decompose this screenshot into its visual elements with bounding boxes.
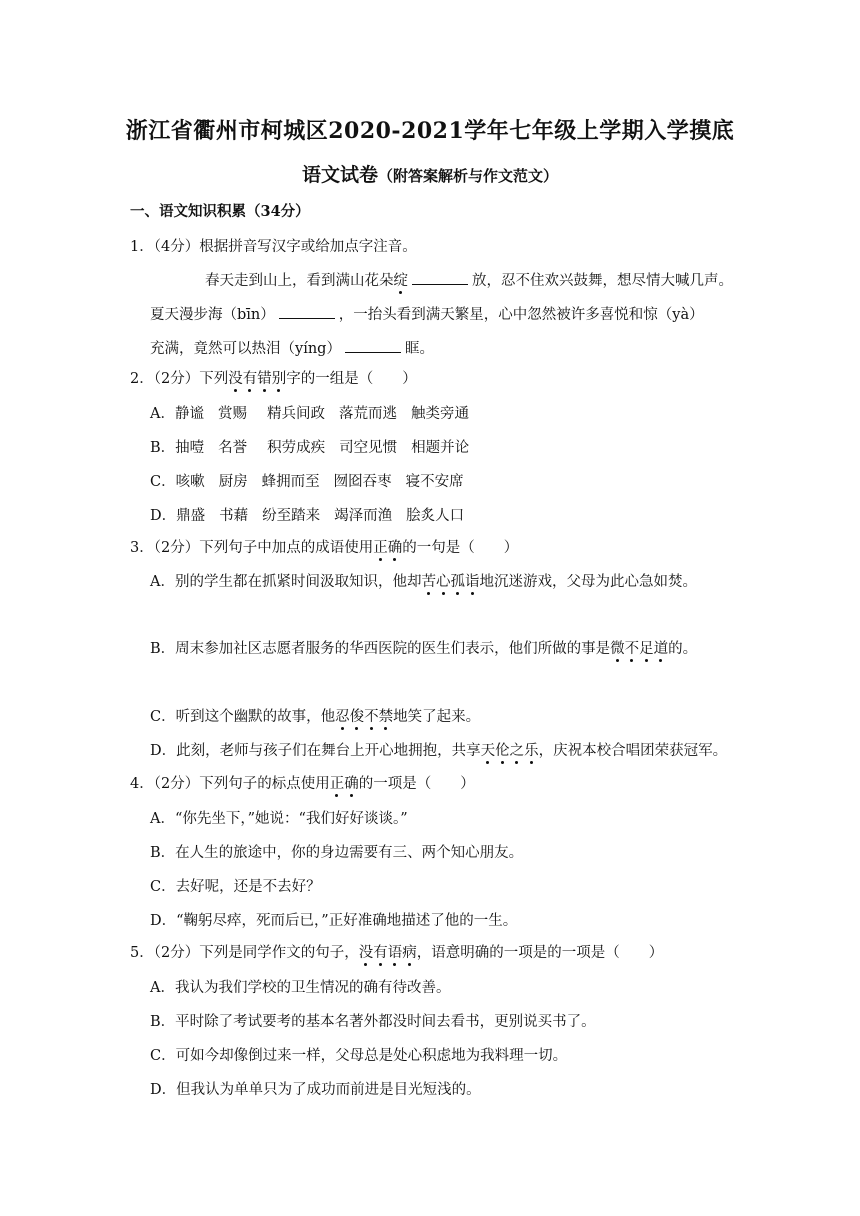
q2-option-b [150, 438, 469, 458]
q1-line1 [205, 270, 733, 291]
text: C．听到这个幽默的故事，他 [150, 709, 336, 725]
text: B．周末参加社区志愿者服务的华西医院的医生们表示，他们所做的事是 [150, 641, 611, 657]
dotted-char: 不 [624, 641, 640, 657]
text: 2．（2分）下列 [130, 371, 229, 387]
q5-option-b: B．平时除了考试要考的基本名著外都没时间去看书，更别说买书了。 [150, 1014, 596, 1030]
q5-option-c: C．可如今却像倒过来一样，父母总是处心积虑地为我料理一切。 [150, 1048, 568, 1064]
q1-line3 [150, 338, 434, 359]
dotted-char: 孤 [450, 574, 465, 590]
dotted-char: 禁 [378, 709, 394, 725]
text: 的一项是（ ） [358, 776, 475, 792]
q4-option-d: D．“鞠躬尽瘁，死而后已，”正好准确地描述了他的一生。 [150, 913, 518, 929]
dotted-char: 没 [358, 945, 374, 961]
q3-stem [130, 538, 518, 558]
text: 5．（2分）下列是同学作文的句子， [130, 945, 359, 961]
text: 竭泽而渔 [334, 508, 393, 524]
q1-stem: 1．（4分）根据拼音写汉字或给加点字注音。 [130, 239, 417, 255]
dotted-char: 心 [435, 574, 451, 590]
text: 积劳成疾 [267, 440, 326, 456]
text: 放，忍不住欢兴鼓舞，想尽情大喊几声。 [472, 273, 733, 289]
text: 充满，竟然可以热泪（yíng） [150, 341, 341, 357]
text: B．抽噎 [150, 440, 205, 456]
q5-option-a: A．我认为我们学校的卫生情况的确有待改善。 [150, 980, 451, 996]
q5-stem [130, 943, 663, 963]
text: C．咳嗽 [150, 474, 205, 490]
dotted-char: 正 [373, 540, 388, 556]
dotted-char: 乐 [524, 743, 539, 759]
text: ，庆祝本校合唱团荣获冠军。 [538, 743, 728, 759]
answer-blank[interactable] [345, 338, 401, 353]
q1-line2 [150, 304, 704, 325]
dotted-char: 确 [387, 540, 403, 556]
q3-option-b [150, 639, 697, 659]
text: 赏赐 [217, 406, 247, 422]
text: 蜂拥而至 [261, 474, 320, 490]
dotted-char: 语 [387, 945, 403, 961]
text: ，一抬头看到满天繁星，心中忽然被许多喜悦和惊（yà） [338, 307, 704, 323]
text: 字的一组是（ ） [286, 371, 417, 387]
dotted-char: 苦 [421, 574, 436, 590]
q2-stem [130, 369, 417, 389]
text: D．鼎盛 [150, 508, 206, 524]
text: A．别的学生都在抓紧时间汲取知识，他却 [150, 574, 422, 590]
dotted-char: 绽 [393, 273, 408, 289]
answer-blank[interactable] [412, 270, 468, 285]
q3-option-d [150, 741, 727, 761]
dotted-char: 伦 [495, 743, 510, 759]
text: 精兵间政 [266, 406, 325, 422]
dotted-char: 足 [639, 641, 654, 657]
text: 触类旁通 [410, 406, 469, 422]
text: 的。 [668, 641, 698, 657]
dotted-char: 病 [402, 945, 417, 961]
text: ，语意明确的一项是的一项是（ ） [416, 945, 664, 961]
text: 书藉 [219, 508, 249, 524]
q2-option-d [150, 506, 464, 526]
text: 厨房 [218, 474, 248, 490]
dotted-char: 之 [509, 743, 525, 759]
dotted-char: 有 [242, 371, 258, 387]
text: 地笑了起来。 [393, 709, 481, 725]
dotted-char: 不 [364, 709, 379, 725]
dotted-char: 诣 [464, 574, 480, 590]
text: 春天走到山上，看到满山花朵 [205, 273, 394, 289]
dotted-char: 道 [653, 641, 669, 657]
dotted-char: 错 [257, 371, 272, 387]
dotted-char: 确 [344, 776, 359, 792]
q4-option-a: A．“你先坐下，”她说：“我们好好谈谈。” [150, 811, 408, 827]
q5-option-d: D．但我认为单单只为了成功而前进是目光短浅的。 [150, 1082, 481, 1098]
text: 脍炙人口 [406, 508, 465, 524]
text: 4．（2分）下列句子的标点使用 [130, 776, 330, 792]
dotted-char: 忍 [335, 709, 350, 725]
dotted-char: 天 [480, 743, 496, 759]
text: D．此刻，老师与孩子们在舞台上开心地拥抱，共享 [150, 743, 481, 759]
q3-option-a [150, 572, 697, 592]
dotted-char: 没 [228, 371, 243, 387]
title-subtitle: （附答案解析与作文范文） [378, 167, 559, 185]
q4-option-c: C．去好呢，还是不去好？ [150, 879, 321, 895]
title-main: 语文试卷 [301, 164, 378, 186]
text: 寝不安席 [405, 474, 464, 490]
q4-option-b: B．在人生的旅途中，你的身边需要有三、两个知心朋友。 [150, 845, 524, 861]
q2-option-c [150, 472, 464, 492]
answer-blank[interactable] [279, 304, 335, 319]
document-title-line1: 浙江省衢州市柯城区2020-2021学年七年级上学期入学摸底 [125, 118, 735, 144]
text: A．静谧 [150, 406, 204, 422]
text: 落荒而逃 [338, 406, 397, 422]
text: 纷至踏来 [262, 508, 321, 524]
text: 眶。 [404, 341, 434, 357]
text: 名誉 [218, 440, 248, 456]
q2-option-a [150, 404, 469, 424]
section-heading: 一、语文知识积累（34分） [130, 203, 310, 220]
dotted-char: 俊 [349, 709, 365, 725]
text: 3．（2分）下列句子中加点的成语使用 [130, 540, 374, 556]
text: 地沉迷游戏，父母为此心急如焚。 [479, 574, 697, 590]
dotted-char: 微 [610, 641, 625, 657]
text: 司空见惯 [339, 440, 398, 456]
text: 夏天漫步海（bīn） [150, 307, 275, 323]
text: 相题并论 [411, 440, 470, 456]
dotted-char: 别 [271, 371, 287, 387]
dotted-char: 正 [329, 776, 345, 792]
text: 的一句是（ ） [402, 540, 519, 556]
dotted-char: 有 [373, 945, 388, 961]
q4-stem [130, 774, 475, 794]
q3-option-c [150, 707, 480, 727]
text: 囫囵吞枣 [333, 474, 392, 490]
document-title-line2 [0, 160, 860, 187]
